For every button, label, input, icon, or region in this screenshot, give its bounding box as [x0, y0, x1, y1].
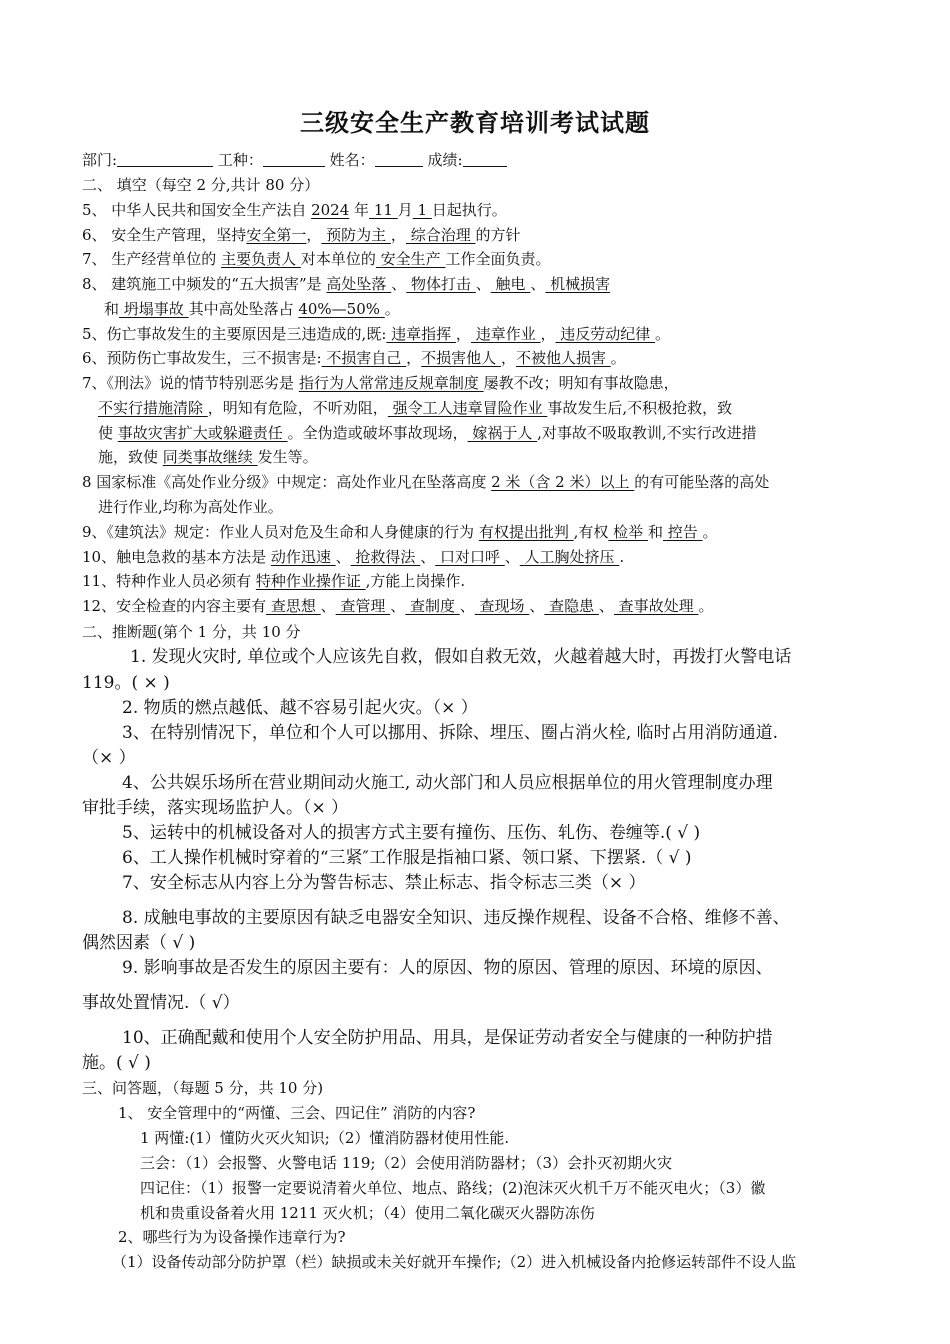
- question-text: 5、伤亡事故发生的主要原因是三违造成的,既:: [82, 325, 387, 343]
- answer-text: 强令工人违章冒险作业: [387, 399, 548, 417]
- question-text: 、: [475, 275, 491, 293]
- answer-text: 查制度: [405, 597, 460, 615]
- question-text: 年: [349, 201, 370, 219]
- question-text: 、: [335, 548, 351, 566]
- judge-item: 6、工人操作机械时穿着的“三紧″工作服是指袖口紧、领口紧、下摆紧.（ √ ): [122, 848, 692, 868]
- name-label: 姓名：: [329, 151, 375, 169]
- judge-item-continued: 审批手续，落实现场监护人。（× ）: [82, 798, 349, 818]
- answer-text: 特种作业操作证: [255, 572, 366, 590]
- score-field[interactable]: [463, 150, 507, 167]
- question-text: 6、 安全生产管理，坚持: [82, 226, 247, 244]
- answer-text: 不被他人损害: [515, 349, 611, 367]
- answer-text: 预防为主: [321, 226, 391, 244]
- question-text: ,方能上岗操作.: [365, 572, 466, 590]
- name-field[interactable]: [375, 150, 423, 167]
- answer-text: 机械损害: [545, 275, 611, 293]
- answer-text: 安全生产: [375, 250, 446, 268]
- answer-text: 违章指挥: [386, 325, 456, 343]
- fill-question-continued: [98, 447, 318, 467]
- qa-answer-line: 机和贵重设备着火用 1211 灭火机；（4）使用二氧化碳灭火器防冻伤: [140, 1204, 595, 1222]
- question-text: ，: [500, 349, 516, 367]
- question-text: 的方针: [475, 226, 521, 244]
- answer-text: 嫁祸于人: [467, 424, 538, 442]
- dept-label: 部门:: [82, 151, 118, 169]
- fill-question: [82, 472, 769, 492]
- question-text: 其中高处坠落占: [188, 300, 299, 318]
- qa-question: 2、哪些行为为设备操作违章行为?: [118, 1228, 346, 1246]
- question-text: 。: [610, 349, 626, 367]
- answer-text: 违反劳动纪律: [555, 325, 656, 343]
- question-text: 、: [391, 275, 407, 293]
- answer-text: 指行为人常常违反规章制度: [298, 374, 484, 392]
- qa-question: 1、 安全管理中的“两懂、三会、四记住” 消防的内容?: [118, 1104, 476, 1122]
- answer-text: 不损害自己: [321, 349, 407, 367]
- question-text: 、: [320, 597, 336, 615]
- judge-item-continued: 施。( √ ): [82, 1053, 151, 1073]
- answer-text: 触电: [490, 275, 531, 293]
- judge-item: 2. 物质的燃点越低、越不容易引起火灾。（× ）: [122, 698, 478, 718]
- job-label: 工种：: [217, 151, 263, 169]
- judge-item-continued: 偶然因素（ √ ): [82, 933, 196, 953]
- score-label: 成绩:: [427, 151, 463, 169]
- fill-question: [82, 373, 679, 393]
- question-text: 的有可能坠落的高处: [634, 473, 770, 491]
- fill-question: [82, 547, 624, 567]
- question-text: 、: [504, 548, 520, 566]
- question-text: 8 国家标准《高处作业分级》中规定：高处作业凡在坠落高度: [82, 473, 492, 491]
- judge-section-heading: 二、推断题(第个 1 分，共 10 分: [82, 623, 301, 641]
- answer-text: 高处坠落: [326, 275, 392, 293]
- question-text: ，: [306, 226, 322, 244]
- question-text: 、: [529, 597, 545, 615]
- question-text: 10、触电急救的基本方法是: [82, 548, 271, 566]
- fill-question: [82, 274, 610, 294]
- question-text: 、: [390, 597, 406, 615]
- info-row: [82, 150, 507, 170]
- answer-text: 抢救得法: [350, 548, 421, 566]
- answer-text: 检举: [608, 523, 648, 541]
- question-text: 。: [384, 300, 400, 318]
- judge-item: 3、在特别情况下，单位和个人可以挪用、拆除、埋压、圈占消火栓, 临时占用消防通道.: [122, 723, 779, 743]
- fill-question-continued: [98, 398, 732, 418]
- question-text: 6、预防伤亡事故发生，三不损害是:: [82, 349, 322, 367]
- answer-text: 11: [369, 201, 398, 219]
- question-text: 、: [459, 597, 475, 615]
- question-text: 施，致使: [98, 448, 163, 466]
- answer-text: 不损害他人: [421, 349, 501, 367]
- fill-question: [82, 249, 550, 269]
- answer-text: 口对口呼: [435, 548, 505, 566]
- fill-question: [82, 571, 465, 591]
- question-text: 、: [420, 548, 436, 566]
- question-text: 。: [698, 597, 714, 615]
- question-text: 使: [98, 424, 118, 442]
- question-text: 。全伪造或破坏事故现场，: [287, 424, 468, 442]
- qa-answer-line: （1）设备传动部分防护罩（栏）缺损或未关好就开车操作;（2）进入机械设备内抢修运转部件不设人监: [112, 1253, 797, 1271]
- answer-text: 40%—50%: [298, 300, 385, 318]
- question-text: 和: [647, 523, 663, 541]
- question-text: .: [619, 548, 625, 566]
- fill-question: [82, 596, 713, 616]
- answer-text: 安全第一: [246, 226, 307, 244]
- fill-question-continued: [98, 423, 757, 443]
- question-text: ,有权: [573, 523, 609, 541]
- fill-question-continued: 进行作业,均称为高处作业。: [98, 498, 283, 516]
- fill-question: [82, 225, 520, 245]
- judge-item: 10、正确配戴和使用个人安全防护用品、用具，是保证劳动者安全与健康的一种防护措: [122, 1028, 773, 1048]
- answer-text: 违章作业: [470, 325, 541, 343]
- page-title: 三级安全生产教育培训考试试题: [300, 108, 650, 137]
- answer-text: 查现场: [474, 597, 530, 615]
- answer-text: 综合治理: [405, 226, 476, 244]
- question-text: 12、安全检查的内容主要有: [82, 597, 267, 615]
- judge-item-continued: （× ）: [82, 748, 136, 768]
- answer-text: 动作迅速: [270, 548, 336, 566]
- qa-answer-line: 四记住：（1）报警一定要说清着火单位、地点、路线；(2)泡沫灭火机千万不能灭电火；（3）徽: [140, 1179, 766, 1197]
- answer-text: 控告: [662, 523, 703, 541]
- question-text: ，: [455, 325, 471, 343]
- answer-text: 查隐患: [544, 597, 599, 615]
- question-text: 11、特种作业人员必须有: [82, 572, 256, 590]
- question-text: 和: [104, 300, 120, 318]
- judge-item: 9. 影响事故是否发生的原因主要有：人的原因、物的原因、管理的原因、环境的原因、: [122, 958, 773, 978]
- fill-question: [82, 522, 718, 542]
- question-text: ，: [406, 349, 422, 367]
- question-text: 工作全面负责。: [445, 250, 551, 268]
- question-text: ，: [540, 325, 556, 343]
- question-text: 8、 建筑施工中频发的“五大损害”是: [82, 275, 327, 293]
- judge-item: 8. 成触电事故的主要原因有缺乏电器安全知识、违反操作规程、设备不合格、维修不善、: [122, 908, 790, 928]
- fill-question: [82, 348, 626, 368]
- judge-item: 1. 发现火灾时, 单位或个人应该先自救，假如自救无效，火越着越大时，再拨打火警电话: [130, 647, 792, 667]
- judge-item: 5、运转中的机械设备对人的损害方式主要有撞伤、压伤、轧伤、卷缠等.( √ ): [122, 823, 701, 843]
- question-text: 日起执行。: [431, 201, 507, 219]
- qa-section-heading: 三、问答题，（每题 5 分，共 10 分): [82, 1079, 324, 1097]
- judge-item-continued: 事故处置情况.（ √）: [82, 993, 240, 1013]
- answer-text: 查事故处理: [613, 597, 699, 615]
- answer-text: 有权提出批判: [478, 523, 574, 541]
- answer-text: 坍塌事故: [119, 300, 189, 318]
- question-text: ,对事故不吸取教训,不实行改进措: [537, 424, 757, 442]
- judge-item: 7、安全标志从内容上分为警告标志、禁止标志、指令标志三类（× ）: [122, 873, 646, 893]
- question-text: 对本单位的: [300, 250, 376, 268]
- question-text: 事故发生后,不积极抢救，致: [547, 399, 733, 417]
- answer-text: 主要负责人: [221, 250, 301, 268]
- question-text: 、: [530, 275, 546, 293]
- fill-section-heading: 二、 填空（每空 2 分,共计 80 分）: [82, 176, 320, 194]
- job-field[interactable]: [263, 150, 325, 167]
- question-text: 7、《刑法》说的情节特别恶劣是: [82, 374, 299, 392]
- question-text: 5、 中华人民共和国安全生产法自: [82, 201, 312, 219]
- question-text: ，: [390, 226, 406, 244]
- answer-text: 1: [412, 201, 432, 219]
- question-text: 9、《建筑法》规定：作业人员对危及生命和人身健康的行为: [82, 523, 479, 541]
- question-text: 。: [655, 325, 671, 343]
- question-text: 。: [702, 523, 718, 541]
- answer-text: 2 米（含 2 米）以上: [491, 473, 635, 491]
- question-text: 屡教不改；明知有事故隐患，: [483, 374, 679, 392]
- answer-text: 同类事故继续: [162, 448, 258, 466]
- judge-item-continued: 119。( × ): [82, 673, 170, 693]
- question-text: ，明知有危险，不听劝阻，: [207, 399, 388, 417]
- qa-answer-line: 1 两懂:(1）懂防火灭火知识;（2）懂消防器材使用性能.: [140, 1129, 510, 1147]
- answer-text: 2024: [311, 201, 350, 219]
- answer-text: 不实行措施清除: [98, 399, 208, 417]
- fill-question: [82, 200, 507, 220]
- question-text: 月: [397, 201, 413, 219]
- answer-text: 人工胸处挤压: [519, 548, 620, 566]
- fill-question-continued: [104, 299, 400, 319]
- question-text: 7、 生产经营单位的: [82, 250, 222, 268]
- question-text: 、: [598, 597, 614, 615]
- fill-question: [82, 324, 670, 344]
- qa-answer-line: 三会：（1）会报警、火警电话 119;（2）会使用消防器材；（3）会扑灭初期火灾: [140, 1154, 673, 1172]
- answer-text: 查管理: [335, 597, 391, 615]
- answer-text: 物体打击: [406, 275, 476, 293]
- dept-field[interactable]: [117, 150, 213, 167]
- judge-item: 4、公共娱乐场所在营业期间动火施工, 动火部门和人员应根据单位的用火管理制度办理: [122, 773, 773, 793]
- question-text: 发生等。: [257, 448, 318, 466]
- answer-text: 查思想: [266, 597, 321, 615]
- answer-text: 事故灾害扩大或躲避责任: [117, 424, 288, 442]
